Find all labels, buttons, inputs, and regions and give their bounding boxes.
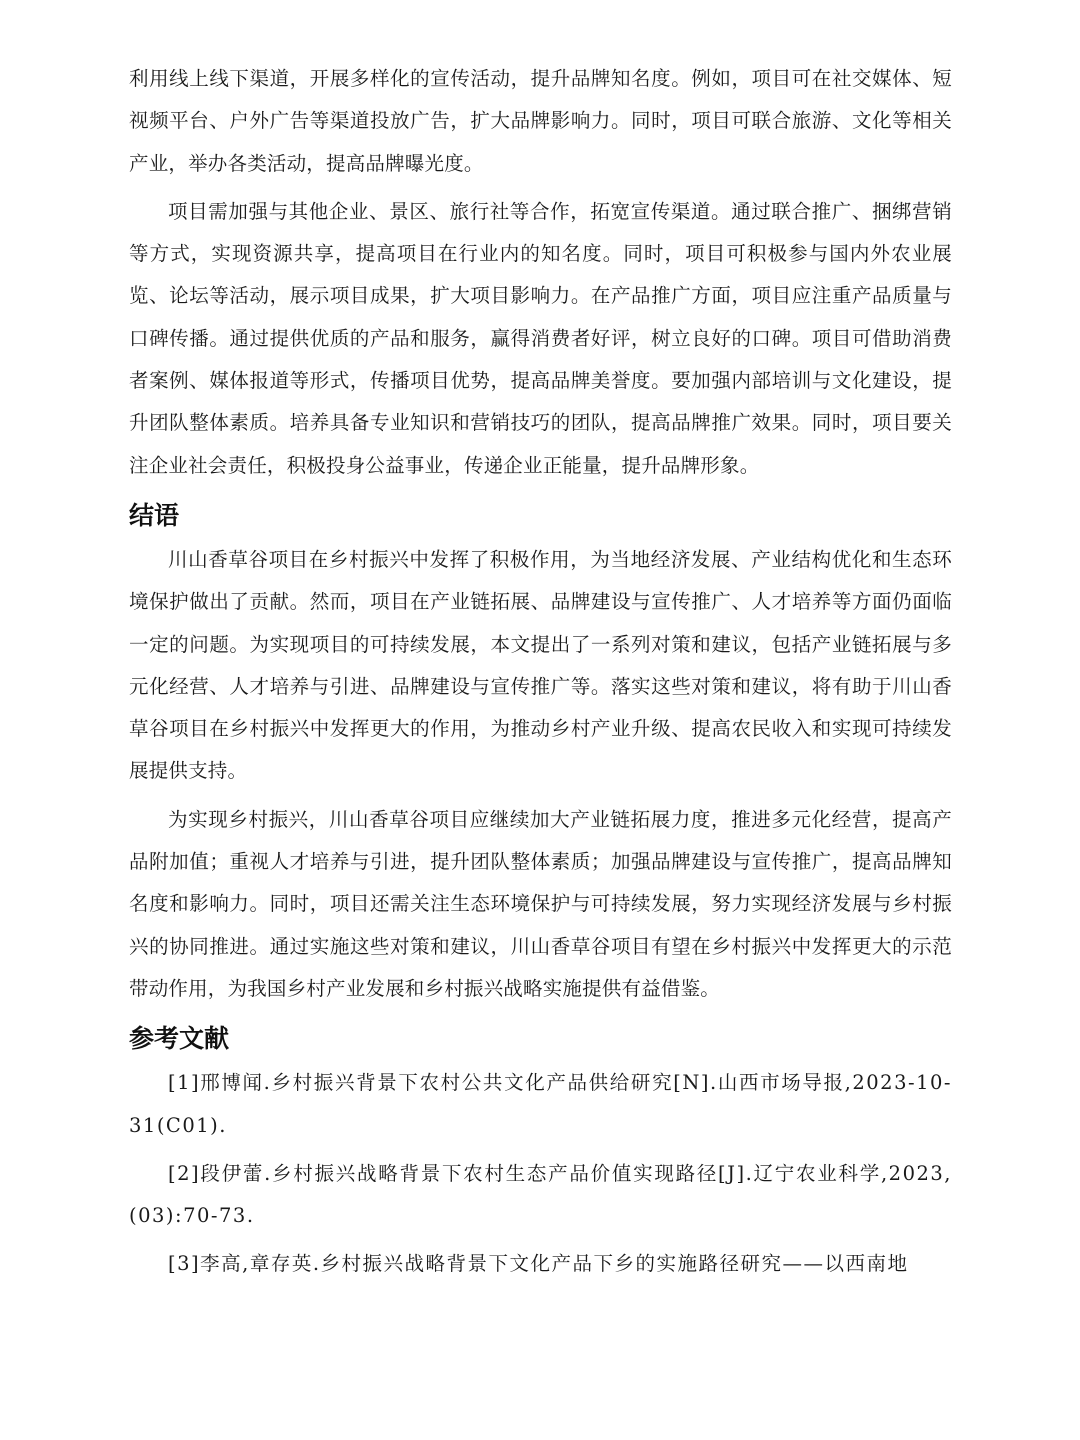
body-paragraph: 项目需加强与其他企业、景区、旅行社等合作，拓宽宣传渠道。通过联合推广、捆绑营销等方式，实现资源共享，提高项目在行业内的知名度。同时，项目可积极参与国内外农业展览、论坛等活动，展示项目成果，扩大项目影响力。在产品推广方面，项目应注重产品质量与口碑传播。通过提供优质的产品和服务，赢得消费者好评，树立良好的口碑。项目可借助消费者案例、媒体报道等形式，传播项目优势，提高品牌美誉度。要加强内部培训与文化建设，提升团队整体素质。培养具备专业知识和营销技巧的团队，提高品牌推广效果。同时，项目要关注企业社会责任，积极投身公益事业，传递企业正能量，提升品牌形象。 xyxy=(129,199,952,477)
references-heading: 参考文献 xyxy=(129,1024,230,1054)
document-page xyxy=(129,58,952,1292)
body-paragraph-continued: 利用线上线下渠道，开展多样化的宣传活动，提升品牌知名度。例如，项目可在社交媒体、短视频平台、户外广告等渠道投放广告，扩大品牌影响力。同时，项目可联合旅游、文化等相关产业，举办各类活动，提高品牌曝光度。 xyxy=(129,67,952,175)
conclusion-paragraph: 为实现乡村振兴，川山香草谷项目应继续加大产业链拓展力度，推进多元化经营，提高产品附加值；重视人才培养与引进，提升团队整体素质；加强品牌建设与宣传推广，提高品牌知名度和影响力。同时，项目还需关注生态环境保护与可持续发展，努力实现经济发展与乡村振兴的协同推进。通过实施这些对策和建议，川山香草谷项目有望在乡村振兴中发挥更大的示范带动作用，为我国乡村产业发展和乡村振兴战略实施提供有益借鉴。 xyxy=(129,807,952,1000)
reference-item: [2]段伊蕾.乡村振兴战略背景下农村生态产品价值实现路径[J].辽宁农业科学,2023,(03):70-73. xyxy=(129,1161,952,1228)
reference-item: [3]李高,章存英.乡村振兴战略背景下文化产品下乡的实施路径研究——以西南地 xyxy=(168,1252,909,1276)
reference-item: [1]邢博闻.乡村振兴背景下农村公共文化产品供给研究[N].山西市场导报,2023-10-31(C01). xyxy=(129,1071,952,1137)
conclusion-heading: 结语 xyxy=(129,500,180,530)
conclusion-paragraph: 川山香草谷项目在乡村振兴中发挥了积极作用，为当地经济发展、产业结构优化和生态环境保护做出了贡献。然而，项目在产业链拓展、品牌建设与宣传推广、人才培养等方面仍面临一定的问题。为实现项目的可持续发展，本文提出了一系列对策和建议，包括产业链拓展与多元化经营、人才培养与引进、品牌建设与宣传推广等。落实这些对策和建议，将有助于川山香草谷项目在乡村振兴中发挥更大的作用，为推动乡村产业升级、提高农民收入和实现可持续发展提供支持。 xyxy=(129,547,952,783)
